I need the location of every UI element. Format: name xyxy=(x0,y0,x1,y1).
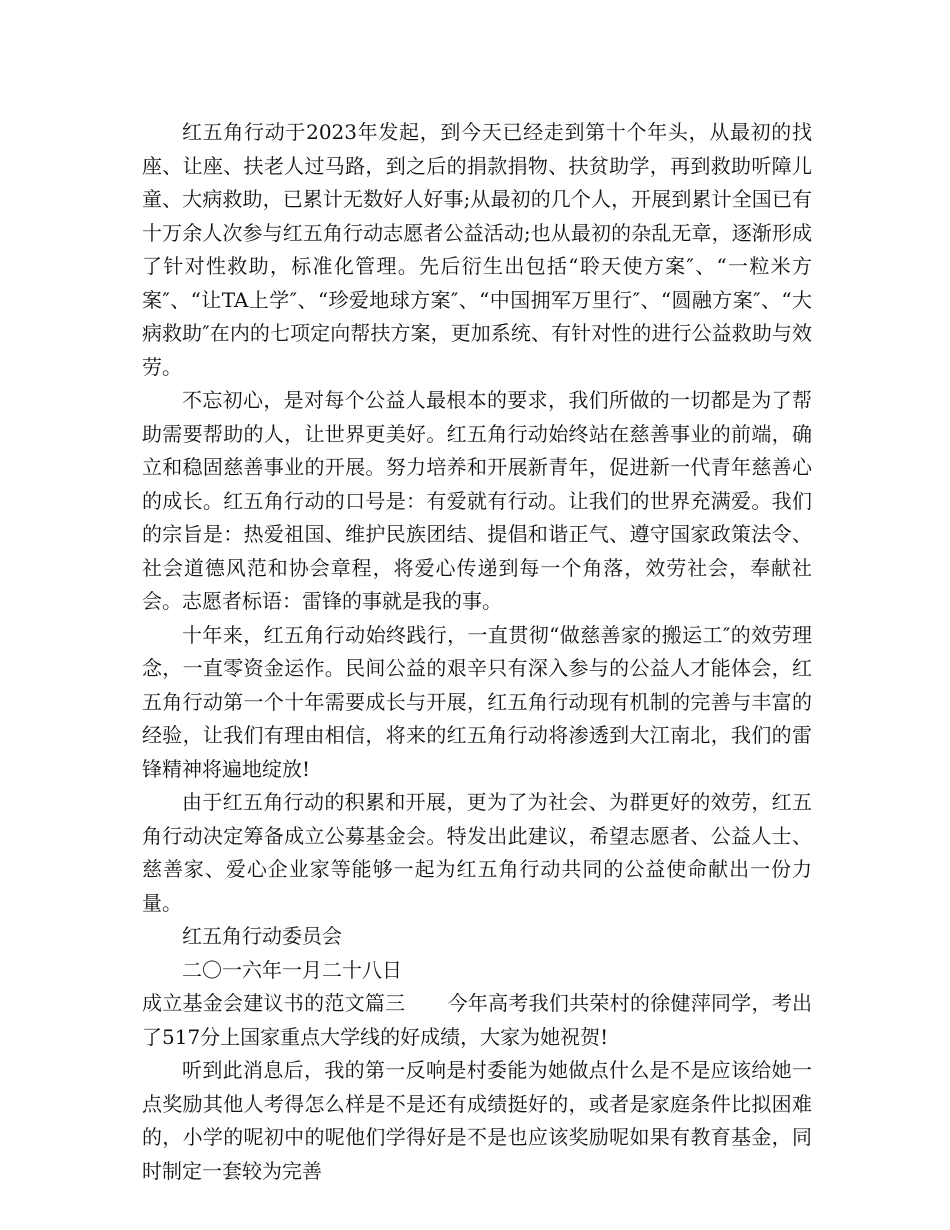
document-body xyxy=(142,116,812,1188)
section-paragraph xyxy=(142,987,812,1054)
paragraph-mission: 不忘初心，是对每个公益人最根本的要求，我们所做的一切都是为了帮助需要帮助的人，让世界更美好。红五角行动始终站在慈善事业的前端，确立和稳固慈善事业的开展。努力培养和开展新青年，促进新一代青年慈善心的成长。红五角行动的口号是：有爱就有行动。让我们的世界充满爱。我们的宗旨是：热爱祖国、维护民族团结、提倡和谐正气、遵守国家政策法令、社会道德风范和协会章程，将爱心传递到每一个角落，效劳社会，奉献社会。志愿者标语：雷锋的事就是我的事。 xyxy=(142,388,812,613)
signature: 红五角行动委员会 xyxy=(182,924,342,948)
date: 二〇一六年一月二十八日 xyxy=(182,957,402,982)
paragraph-proposal: 由于红五角行动的积累和开展，更为了为社会、为群更好的效劳，红五角行动决定筹备成立公募基金会。特发出此建议，希望志愿者、公益人士、慈善家、爱心企业家等能够一起为红五角行动共同的公益使命献出一份力量。 xyxy=(142,790,812,915)
paragraph-origin: 红五角行动于2023年发起，到今天已经走到第十个年头，从最初的找座、让座、扶老人过马路，到之后的捐款捐物、扶贫助学，再到救助听障儿童、大病救助，已累计无数好人好事;从最初的几个人，开展到累计全国已有十万余人次参与红五角行动志愿者公益活动;也从最初的杂乱无章，逐渐形成了针对性救助，标准化管理。先后衍生出包括“聆天使方案″、“一粒米方案″、“让TA上学″、“珍爱地球方案″、“中国拥军万里行″、“圆融方案″、“大病救助″在内的七项定向帮扶方案，更加系统、有针对性的进行公益救助与效劳。 xyxy=(142,120,812,379)
paragraph-reaction: 听到此消息后，我的第一反响是村委能为她做点什么是不是应该给她一点奖励其他人考得怎么样是不是还有成绩挺好的，或者是家庭条件比拟困难的，小学的呢初中的呢他们学得好是不是也应该奖励呢如果有教育基金，同时制定一套较为完善 xyxy=(142,1058,812,1183)
section-heading: 成立基金会建议书的范文篇三 xyxy=(142,991,406,1015)
paragraph-decade: 十年来，红五角行动始终践行，一直贯彻“做慈善家的搬运工″的效劳理念，一直零资金运作。民间公益的艰辛只有深入参与的公益人才能体会，红五角行动第一个十年需要成长与开展，红五角行动现有机制的完善与丰富的经验，让我们有理由相信，将来的红五角行动将渗透到大江南北，我们的雷锋精神将遍地绽放! xyxy=(142,622,812,781)
section-lead: 今年高考我们共荣村的徐健萍同学，考出了517分上国家重点大学线的好成绩，大家为她祝贺! xyxy=(142,991,813,1049)
